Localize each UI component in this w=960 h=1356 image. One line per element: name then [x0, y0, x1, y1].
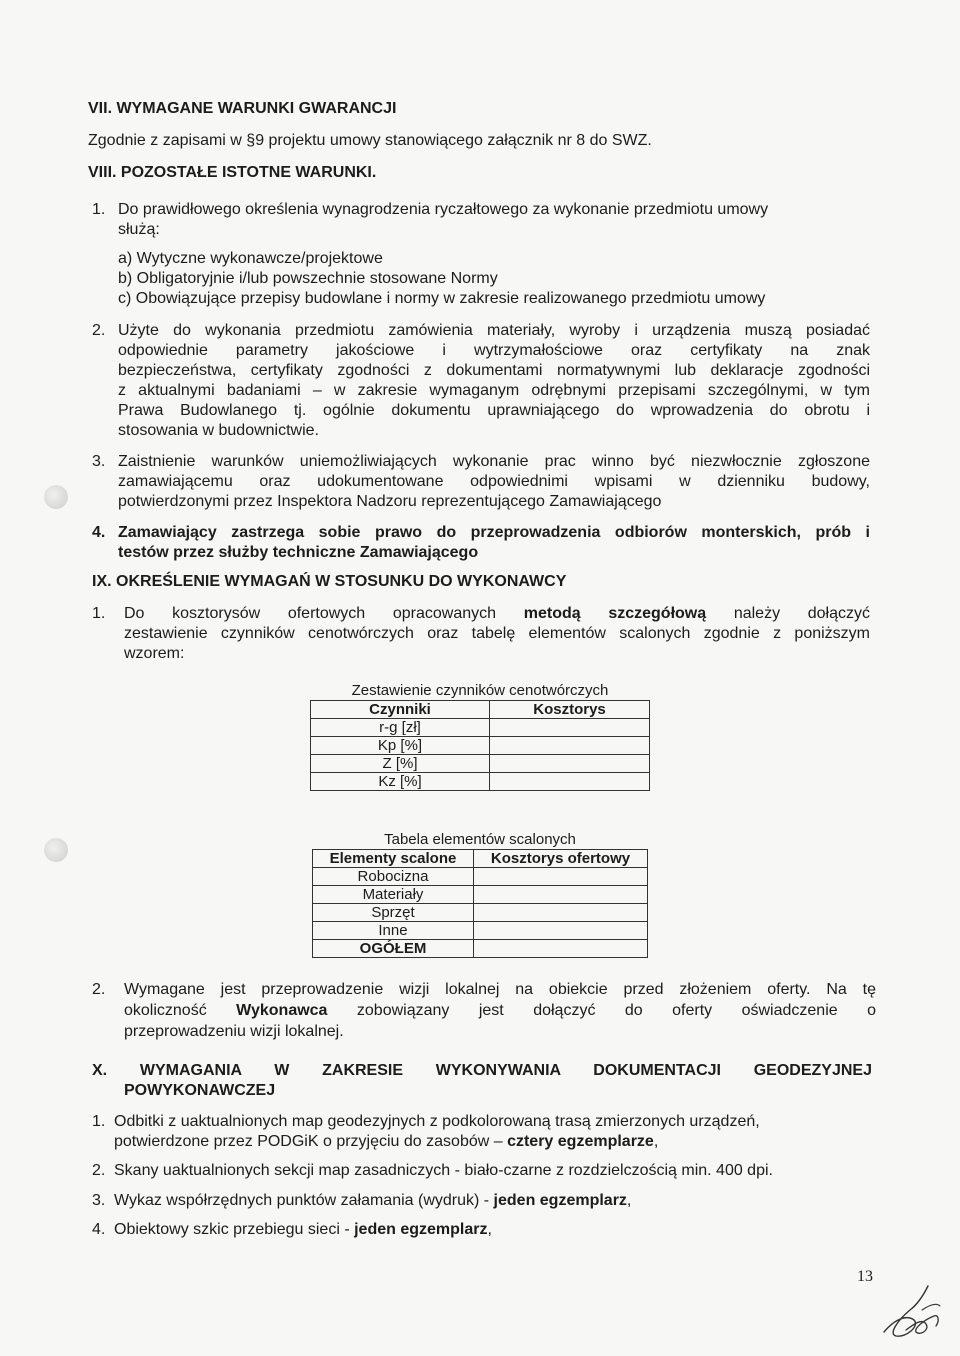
text-span: Obiektowy szkic przebiegu sieci - [114, 1221, 355, 1238]
table-cell: Z [%] [311, 755, 490, 773]
table-cell: Kp [%] [311, 737, 490, 755]
list-number: 4. [92, 524, 106, 541]
table-cell-empty [474, 940, 648, 958]
sub-item: b) Obligatoryjnie i/lub powszechnie stosowane Normy [118, 270, 498, 287]
text-span-bold: cztery egzemplarze [507, 1133, 654, 1150]
table-header-cell: Czynniki [311, 701, 490, 719]
table-total-row [313, 940, 648, 958]
text-span: okoliczność [124, 1002, 207, 1019]
table-cell: r-g [zł] [311, 719, 490, 737]
list-number: 2. [92, 981, 106, 998]
paragraph-line [114, 1132, 658, 1152]
paragraph-line: wzorem: [124, 645, 185, 662]
paragraph-line [114, 1191, 631, 1211]
sub-item: c) Obowiązujące przepisy budowlane i normy w zakresie realizowanego przedmiotu umowy [118, 290, 766, 307]
text-span: potwierdzone przez PODGiK o przyjęciu do zasobów – [114, 1133, 508, 1150]
list-number: 1. [92, 1113, 106, 1130]
list-number: 3. [92, 453, 106, 470]
text-span-bold: jeden egzemplarz [493, 1192, 627, 1209]
text-span: Do kosztorysów ofertowych opracowanych [124, 605, 497, 622]
section-10-heading: X. WYMAGANIA W ZAKRESIE WYKONYWANIA DOKUMENTACJI GEODEZYJNEJ [92, 1062, 872, 1079]
paragraph-line: przeprowadzeniu wizji lokalnej. [124, 1023, 344, 1040]
paragraph-line: służą: [118, 221, 160, 238]
text-span-bold: jeden egzemplarz [354, 1221, 488, 1238]
section-10-heading-cont: POWYKONAWCZEJ [124, 1082, 276, 1099]
paragraph-line: zamawiającemu oraz udokumentowane odpowiednimi wpisami w dzienniku budowy, [118, 473, 870, 490]
table-cell-empty [490, 755, 650, 773]
table-cell-empty [474, 886, 648, 904]
paragraph-line: Skany uaktualnionych sekcji map zasadniczych - biało-czarne z rozdzielczością min. 400 dpi. [114, 1162, 773, 1179]
paragraph-line: Prawa Budowlanego tj. ogólnie dokumentu uprawniającego do wprowadzenia do obrotu i [118, 402, 870, 419]
paragraph-line [124, 604, 870, 624]
section-9-heading: IX. OKREŚLENIE WYMAGAŃ W STOSUNKU DO WYKONAWCY [92, 573, 567, 590]
list-number: 2. [92, 1162, 106, 1179]
paragraph-line [114, 1220, 492, 1240]
table-row [311, 737, 650, 755]
table-row [313, 868, 648, 886]
paragraph-line: bezpieczeństwa, certyfikaty zgodności z dokumentami normatywnymi lub deklaracje zgodności [118, 362, 870, 379]
text-span: zobowiązany jest dołączyć do oferty oświadczenie o [356, 1002, 876, 1019]
paragraph-line: testów przez służby techniczne Zamawiającego [118, 544, 479, 561]
paragraph-line: Zamawiający zastrzega sobie prawo do przeprowadzenia odbiorów monterskich, prób i [118, 524, 870, 541]
table-cell: Materiały [313, 886, 474, 904]
list-number: 4. [92, 1221, 106, 1238]
paragraph-line: z aktualnymi badaniami – w zakresie wymaganym odrębnymi przepisami szczególnymi, w tym [118, 382, 870, 399]
table-caption: Tabela elementów scalonych [384, 831, 576, 848]
section-7-heading: VII. WYMAGANE WARUNKI GWARANCJI [88, 100, 397, 117]
section-7-text: Zgodnie z zapisami w §9 projektu umowy stanowiącego załącznik nr 8 do SWZ. [88, 132, 652, 149]
text-span: , [487, 1221, 492, 1238]
text-span: Wykaz współrzędnych punktów załamania (wydruk) - [114, 1192, 494, 1209]
table-row [313, 922, 648, 940]
table-cell: Robocizna [313, 868, 474, 886]
paragraph-line [124, 1001, 876, 1021]
table-cell: Kz [%] [311, 773, 490, 791]
paragraph-line: Do prawidłowego określenia wynagrodzenia ryczałtowego za wykonanie przedmiotu umowy [118, 201, 769, 218]
list-number: 1. [92, 201, 106, 218]
table-cell: Inne [313, 922, 474, 940]
list-number: 3. [92, 1192, 106, 1209]
list-number: 1. [92, 605, 106, 622]
sub-item: a) Wytyczne wykonawcze/projektowe [118, 250, 383, 267]
page-number: 13 [857, 1268, 873, 1285]
paragraph-line: Zaistnienie warunków uniemożliwiających wykonanie prac winno być niezwłocznie zgłoszone [118, 453, 870, 470]
aggregated-elements-table [312, 849, 648, 958]
table-cell-total: OGÓŁEM [313, 940, 474, 958]
paragraph-line: Odbitki z uaktualnionych map geodezyjnych z podkolorowaną trasą zmierzonych urządzeń, [114, 1113, 760, 1130]
table-cell-empty [474, 922, 648, 940]
table-row [311, 755, 650, 773]
paragraph-line: zestawienie czynników cenotwórczych oraz tabelę elementów scalonych zgodnie z poniższym [124, 625, 870, 642]
table-header-row [313, 850, 648, 868]
table-row [311, 719, 650, 737]
table-cell-empty [490, 737, 650, 755]
text-span-bold: metodą szczegółową [523, 605, 707, 622]
table-row [313, 886, 648, 904]
paragraph-line: odpowiednie parametry jakościowe i wytrzymałościowe oraz certyfikaty na znak [118, 342, 870, 359]
punch-hole [44, 485, 68, 509]
table-cell-empty [490, 719, 650, 737]
text-span: , [626, 1192, 632, 1209]
table-header-row [311, 701, 650, 719]
table-cell-empty [474, 904, 648, 922]
punch-hole [44, 838, 68, 862]
paragraph-line: stosowania w budownictwie. [118, 422, 319, 439]
text-span: , [653, 1133, 659, 1150]
cost-factors-table [310, 700, 650, 791]
section-8-heading: VIII. POZOSTAŁE ISTOTNE WARUNKI. [88, 164, 377, 181]
table-cell: Sprzęt [313, 904, 474, 922]
paragraph-line: Użyte do wykonania przedmiotu zamówienia materiały, wyroby i urządzenia muszą posiadać [118, 322, 870, 339]
table-cell-empty [490, 773, 650, 791]
text-span-bold: Wykonawca [236, 1002, 328, 1019]
table-caption: Zestawienie czynników cenotwórczych [351, 682, 609, 699]
text-span: należy dołączyć [733, 605, 871, 622]
table-row [311, 773, 650, 791]
list-number: 2. [92, 322, 106, 339]
paragraph-line: Wymagane jest przeprowadzenie wizji lokalnej na obiekcie przed złożeniem oferty. Na tę [124, 981, 876, 998]
table-header-cell: Elementy scalone [313, 850, 474, 868]
table-row [313, 904, 648, 922]
table-header-cell: Kosztorys [490, 701, 650, 719]
signature-initials [876, 1280, 946, 1346]
table-cell-empty [474, 868, 648, 886]
paragraph-line: potwierdzonymi przez Inspektora Nadzoru reprezentującego Zamawiającego [118, 493, 662, 510]
table-header-cell: Kosztorys ofertowy [474, 850, 648, 868]
